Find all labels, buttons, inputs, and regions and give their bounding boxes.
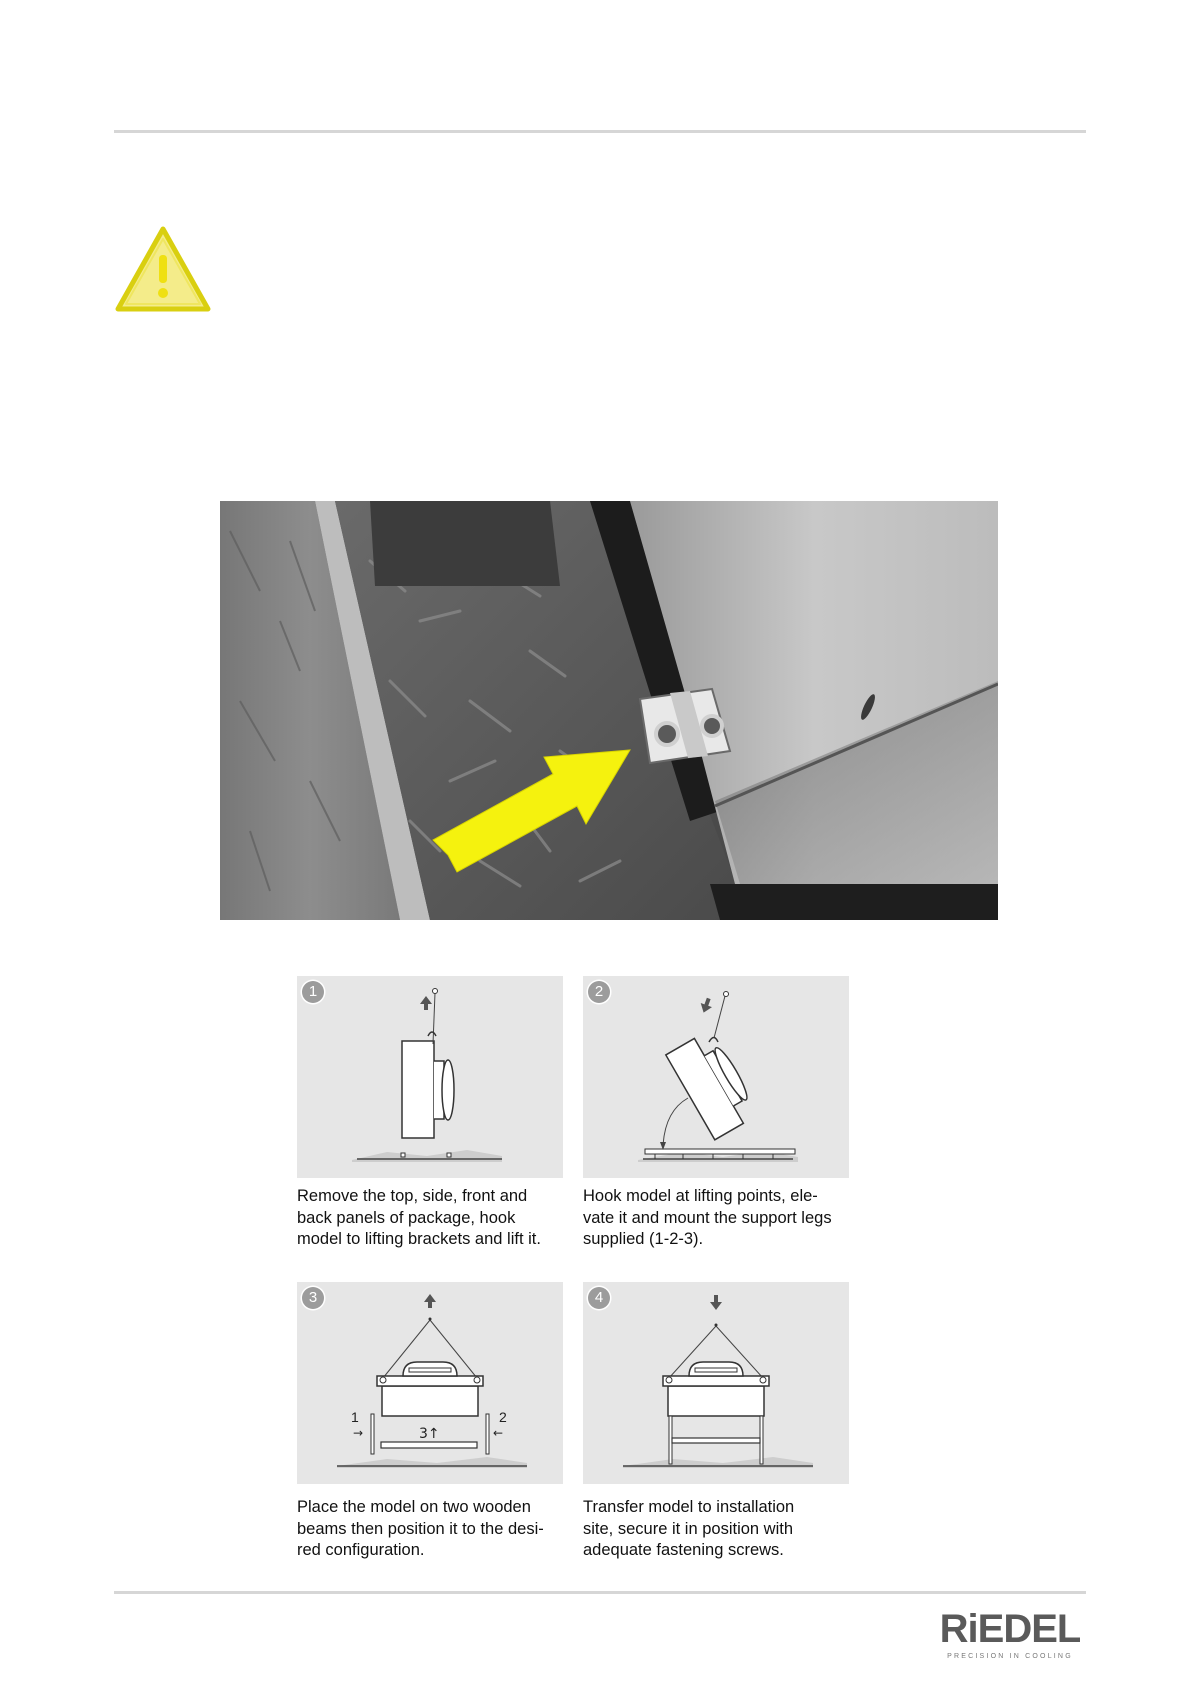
step-3-caption-line: beams then position it to the desi- — [297, 1519, 544, 1538]
warning-icon — [114, 225, 212, 313]
logo-tagline: PRECISION IN COOLING — [947, 1653, 1073, 1660]
step-1-caption-line: model to lifting brackets and lift it. — [297, 1230, 541, 1248]
step-2-caption-line: Hook model at lifting points, ele- — [583, 1187, 818, 1205]
step-3-center-label: 3↑ — [419, 1426, 440, 1442]
step-2-caption-line: supplied (1-2-3). — [583, 1230, 704, 1248]
logo-brand: RiEDEL — [940, 1607, 1080, 1651]
lifting-bracket-photo — [220, 501, 998, 920]
step-2-caption-line: vate it and mount the support legs — [583, 1208, 832, 1227]
step-4-caption-line: Transfer model to installation — [583, 1498, 795, 1516]
step-4-caption-line: adequate fastening screws. — [583, 1541, 784, 1559]
step-4-diagram — [583, 1282, 849, 1484]
step-4-caption-line: site, secure it in position with — [583, 1519, 794, 1538]
step-1-caption — [297, 1186, 572, 1251]
step-2-caption — [583, 1186, 858, 1251]
footer-rule — [114, 1591, 1086, 1594]
svg-text:→: → — [353, 1426, 364, 1440]
step-3-number: 3 — [302, 1287, 324, 1309]
step-3-caption — [297, 1497, 572, 1562]
step-1-diagram — [297, 976, 563, 1178]
step-3-diagram — [297, 1282, 563, 1484]
riedel-logo — [940, 1606, 1080, 1664]
step-3-caption-line: red configuration. — [297, 1541, 425, 1559]
step-3-beam-label-left: 1 — [351, 1409, 359, 1425]
step-2-diagram — [583, 976, 849, 1178]
step-4-number: 4 — [588, 1287, 610, 1309]
step-1-caption-line: Remove the top, side, front and — [297, 1187, 528, 1205]
step-3-beam-label-right: 2 — [499, 1409, 507, 1425]
svg-text:←: ← — [493, 1426, 504, 1440]
header-rule — [114, 130, 1086, 133]
step-3-caption-line: Place the model on two wooden — [297, 1498, 531, 1516]
step-2-number: 2 — [588, 981, 610, 1003]
step-4-caption — [583, 1497, 858, 1562]
step-1-number: 1 — [302, 981, 324, 1003]
step-1-caption-line: back panels of package, hook — [297, 1208, 516, 1227]
